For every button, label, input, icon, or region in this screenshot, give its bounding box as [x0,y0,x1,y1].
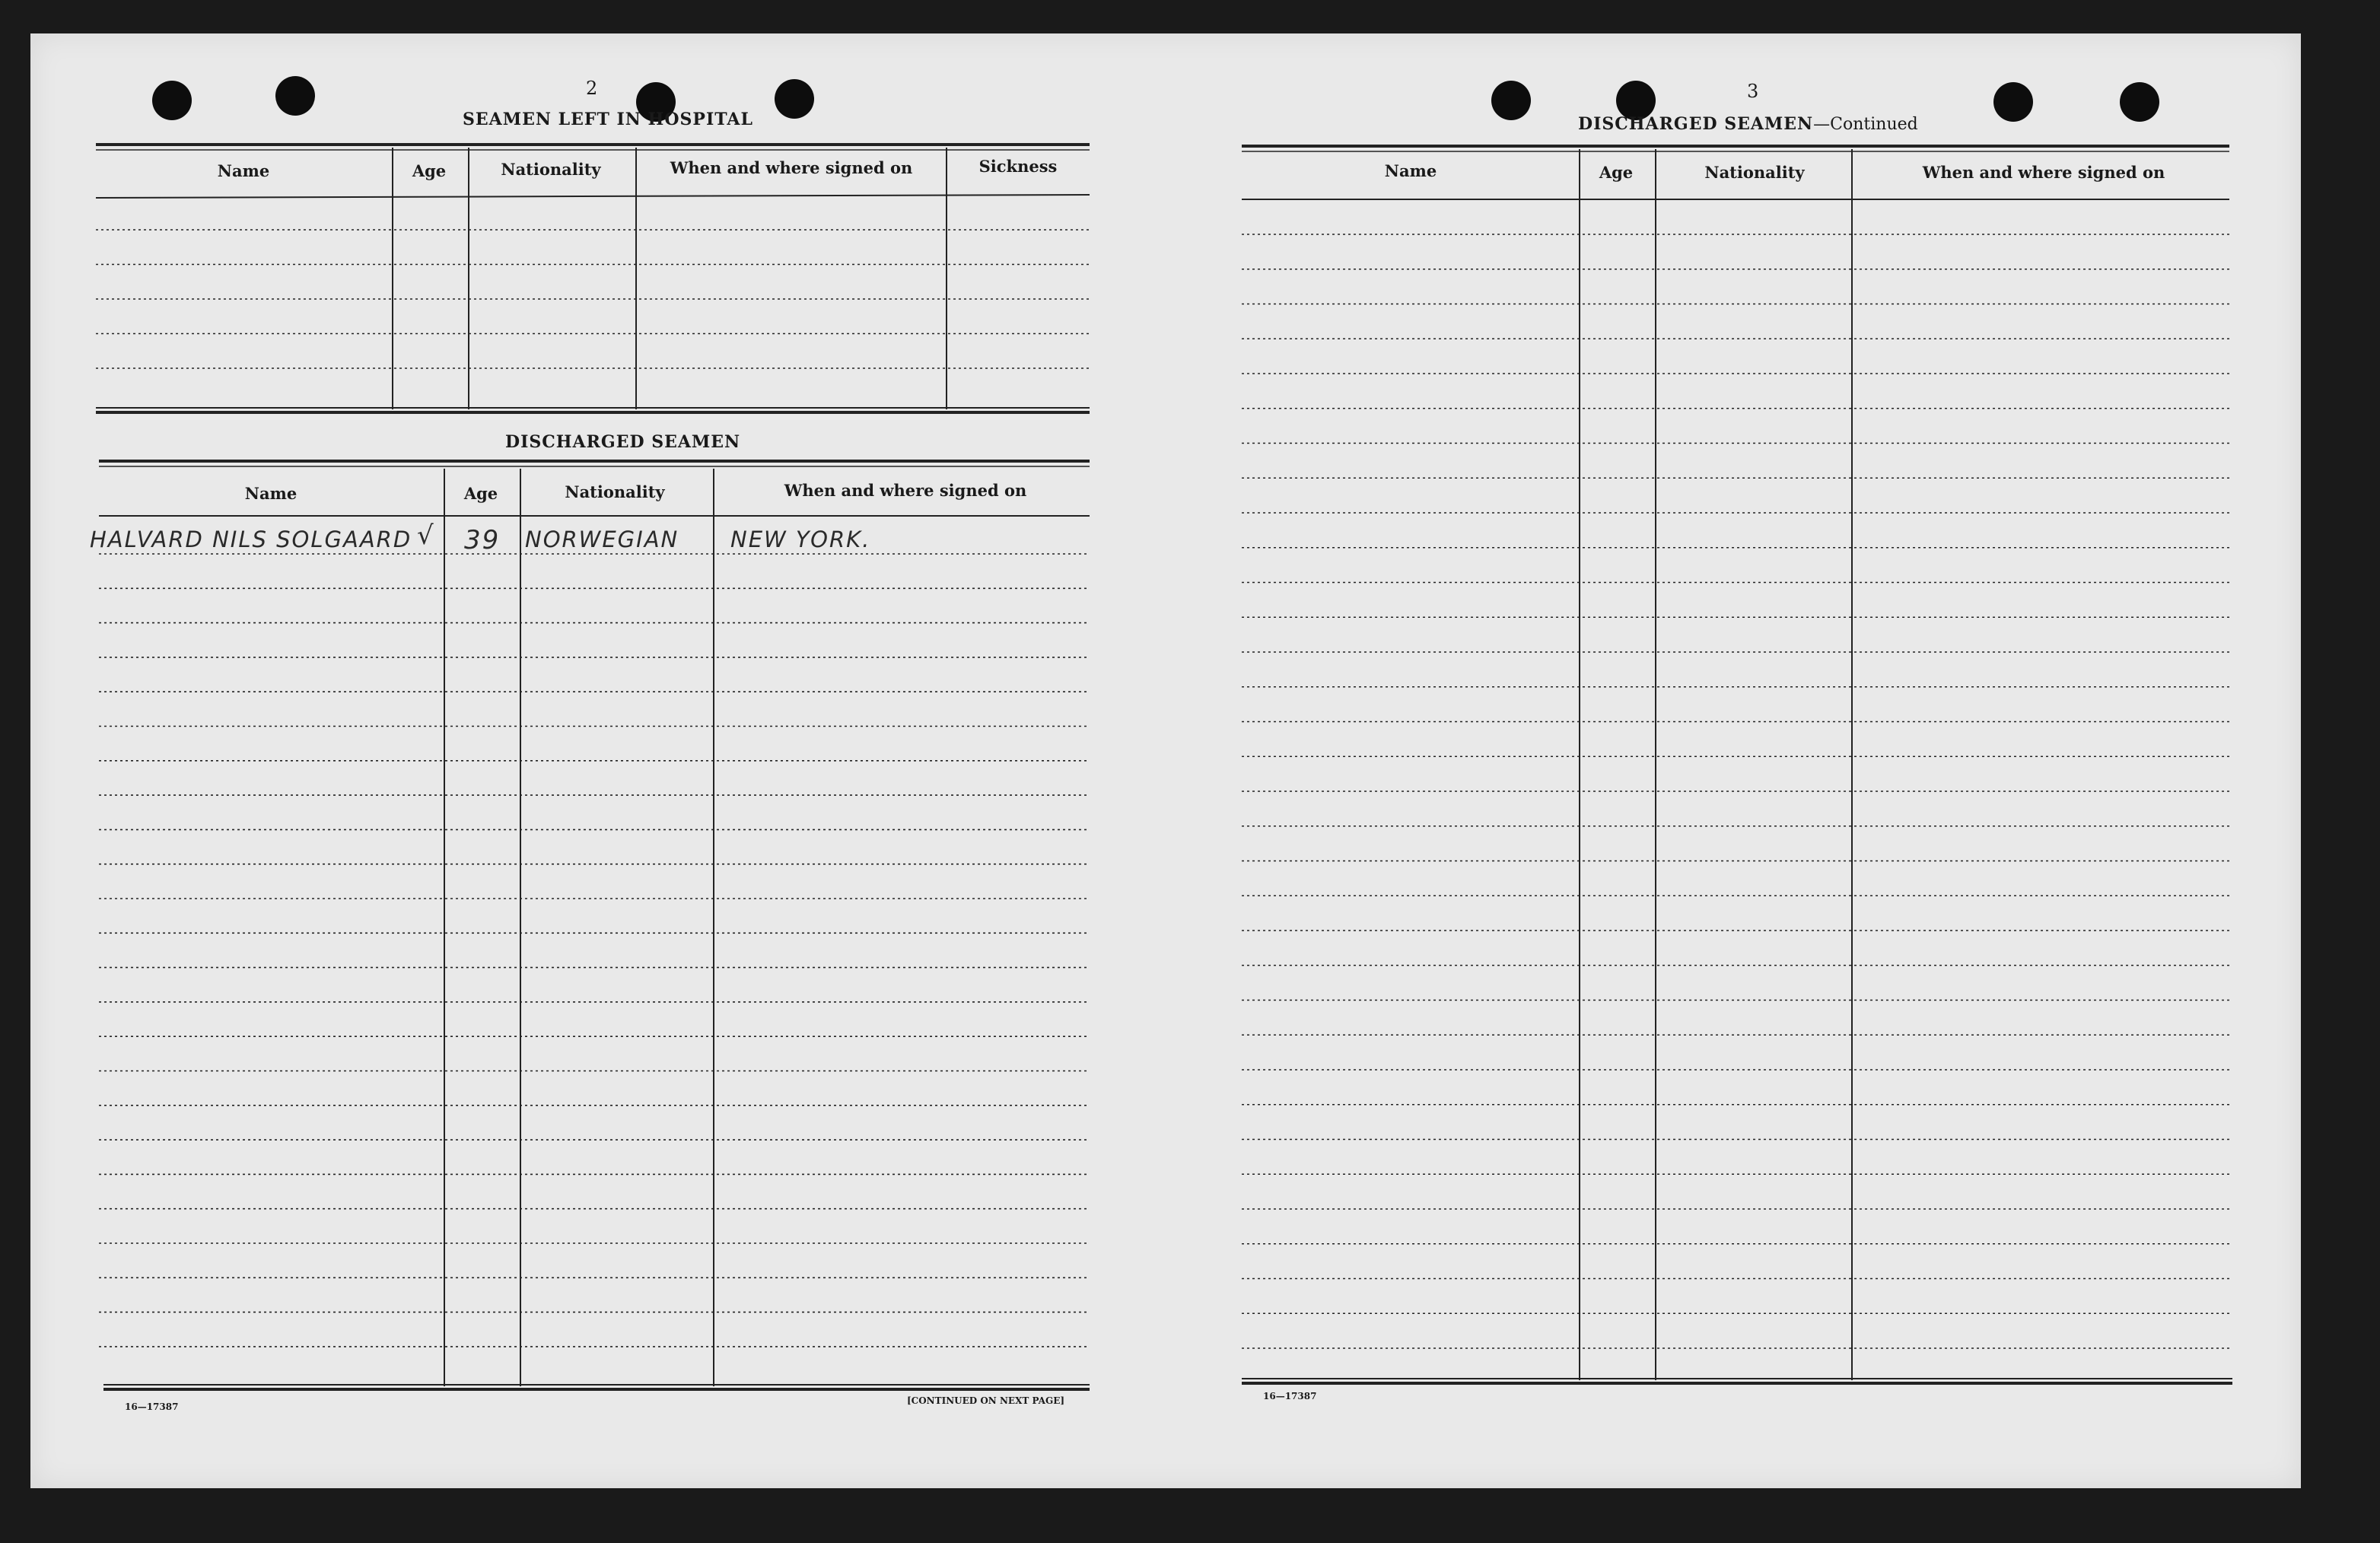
right-col-name: Name [1384,161,1437,180]
continued-note: [CONTINUED ON NEXT PAGE] [907,1395,1065,1406]
discharged-col-name: Name [244,484,298,503]
form-number-right: 16—17387 [1263,1391,1317,1401]
hospital-col-nationality: Nationality [501,160,601,179]
hospital-section-title: SEAMEN LEFT IN HOSPITAL [463,110,753,129]
right-col-age: Age [1599,163,1634,182]
page-number-left: 2 [586,78,598,99]
discharged-col-nationality: Nationality [565,482,665,501]
hospital-col-name: Name [217,161,270,180]
discharged-col-age: Age [463,484,498,503]
entry-check-mark: √ [417,520,435,551]
right-col-nationality: Nationality [1704,163,1805,182]
discharged-continued-title [1578,114,1918,134]
discharged-continued-suffix: —Continued [1813,115,1918,134]
discharged-section-title: DISCHARGED SEAMEN [505,432,741,452]
hospital-col-age: Age [412,161,447,180]
discharged-continued-title-main: DISCHARGED SEAMEN [1578,114,1814,134]
entry-signed-on: NEW YORK. [730,527,871,552]
form-number-left: 16—17387 [125,1401,179,1412]
entry-age: 39 [464,525,501,555]
entry-nationality: NORWEGIAN [525,527,679,552]
discharged-col-signed-on: When and where signed on [784,481,1027,500]
entry-name: HALVARD NILS SOLGAARD [90,527,412,552]
right-col-signed-on: When and where signed on [1922,163,2165,182]
hospital-header-rule [96,195,1090,198]
hospital-col-sickness: Sickness [978,157,1058,176]
page-number-right: 3 [1747,81,1759,102]
hospital-col-signed-on: When and where signed on [670,158,913,177]
